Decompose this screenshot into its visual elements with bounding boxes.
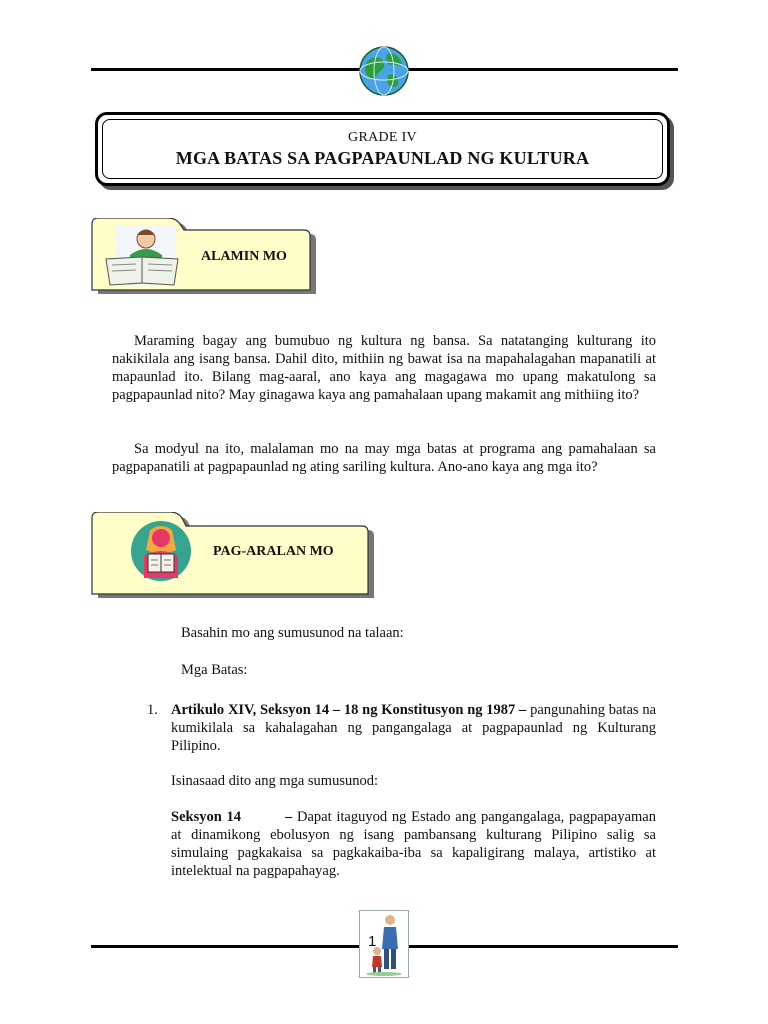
title-box	[95, 112, 670, 186]
list-item-1	[171, 701, 656, 755]
intro-paragraph-2: Sa modyul na ito, malalaman mo na may mga batas at programa ang pamahalaan sa pagpapanatili at pagpapaunlad ng ating sariling kultura. Ano-ano kaya ang mga ito?	[112, 441, 656, 475]
seksyon-14-title: Seksyon 14	[171, 809, 242, 825]
list-item-1-title: Artikulo XIV, Seksyon 14 – 18 ng Konstitusyon ng 1987 –	[171, 702, 527, 718]
seksyon-14-text: Dapat itaguyod ng Estado ang pangangalaga, pagpapayaman at dinamikong ebolusyon ng isang pambansang kulturang Pilipino salig sa simulaing pagkakaisa sa pagkakaiba-iba sa kapaligirang malaya, artistiko at intelektual na pagpapahayag.	[171, 809, 656, 879]
pag-aralan-mo-label: PAG-ARALAN MO	[213, 544, 334, 559]
globe-icon	[358, 45, 410, 97]
page-title: MGA BATAS SA PAGPAPAUNLAD NG KULTURA	[175, 148, 590, 168]
list-item-number: 1.	[147, 702, 158, 718]
instruction-text: Basahin mo ang sumusunod na talaan:	[181, 625, 404, 641]
laws-heading: Mga Batas:	[181, 662, 248, 678]
list-item-1-text: pangunahing batas na kumikilala sa kahalagahan ng pangangalaga at pagpapaunlad ng Kulturang Pilipino.	[171, 702, 656, 754]
alamin-mo-card	[86, 218, 326, 300]
seksyon-14-dash: –	[285, 809, 293, 825]
title-inner-frame	[102, 119, 663, 179]
student-reading-icon	[130, 520, 192, 582]
page-number: 1	[368, 933, 377, 950]
grade-label: GRADE IV	[348, 130, 417, 145]
reading-person-icon	[102, 221, 182, 291]
isinasaad-text: Isinasaad dito ang mga sumusunod:	[171, 773, 379, 789]
page-number-box	[359, 910, 409, 978]
seksyon-14-paragraph	[171, 808, 656, 880]
pag-aralan-mo-card	[86, 512, 381, 602]
intro-paragraph-1: Maraming bagay ang bumubuo ng kultura ng bansa. Sa natatanging kulturang ito nakikilala ang isang bansa. Dahil dito, mithiin ng bawat isa na mapahalagahan mapanatili at mapaunlad ito. Bilang mag-aaral, ano kaya ang magagawa mo upang makatulong sa pagpapaunlad nito? May ginagawa kaya ang pamahalaan upang makamit ang mithiing ito?	[112, 333, 656, 403]
alamin-mo-label: ALAMIN MO	[201, 249, 287, 264]
